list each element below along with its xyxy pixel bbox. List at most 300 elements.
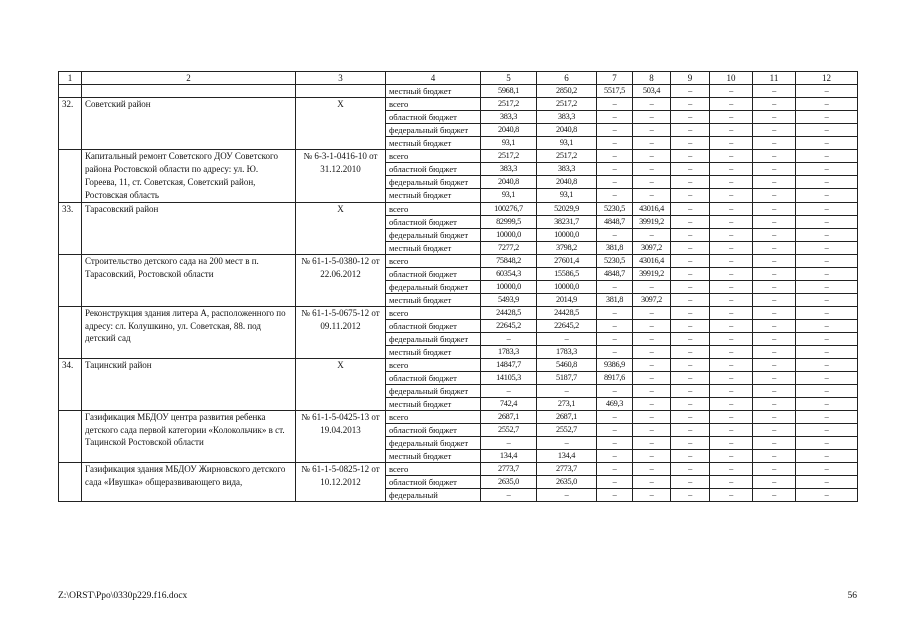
value-cell: – <box>671 358 710 371</box>
value-cell: 93,1 <box>481 189 537 202</box>
header-cell: 3 <box>296 72 386 85</box>
header-cell: 9 <box>671 72 710 85</box>
header-cell: 4 <box>386 72 481 85</box>
header-cell: 8 <box>633 72 671 85</box>
value-cell: 39919,2 <box>633 215 671 228</box>
value-cell: – <box>671 254 710 267</box>
value-cell: 5493,9 <box>481 293 537 306</box>
table-row <box>59 358 858 371</box>
value-cell: 3798,2 <box>537 241 597 254</box>
value-cell: – <box>671 384 710 397</box>
value-cell: – <box>597 462 633 475</box>
value-cell: 2552,7 <box>537 423 597 436</box>
value-cell: 2552,7 <box>481 423 537 436</box>
value-cell: – <box>671 410 710 423</box>
value-cell: 10000,0 <box>481 228 537 241</box>
value-cell: – <box>753 280 796 293</box>
value-cell: – <box>710 215 753 228</box>
value-cell: – <box>796 345 858 358</box>
value-cell: – <box>710 98 753 111</box>
value-cell: 15586,5 <box>537 267 597 280</box>
budget-type: всего <box>386 358 481 371</box>
value-cell: – <box>671 423 710 436</box>
header-cell: 12 <box>796 72 858 85</box>
value-cell: – <box>633 462 671 475</box>
budget-type: федеральный бюджет <box>386 228 481 241</box>
value-cell: – <box>633 371 671 384</box>
value-cell: 2040,8 <box>537 124 597 137</box>
value-cell: 273,1 <box>537 397 597 410</box>
value-cell: – <box>710 319 753 332</box>
budget-type: областной бюджет <box>386 267 481 280</box>
value-cell: – <box>671 371 710 384</box>
header-row <box>59 72 858 85</box>
value-cell: – <box>753 189 796 202</box>
file-path: Z:\ORST\Ppo\0330p229.f16.docx <box>58 591 188 601</box>
value-cell: – <box>710 345 753 358</box>
value-cell: – <box>633 384 671 397</box>
item-code: Х <box>296 202 386 254</box>
value-cell: – <box>633 332 671 345</box>
value-cell: – <box>597 137 633 150</box>
value-cell: – <box>633 98 671 111</box>
value-cell: 22645,2 <box>537 319 597 332</box>
value-cell: 2687,1 <box>481 410 537 423</box>
row-number: 34. <box>59 358 82 410</box>
budget-type: местный бюджет <box>386 293 481 306</box>
value-cell: – <box>597 306 633 319</box>
item-name: Тацинский район <box>82 358 296 410</box>
item-name: Капитальный ремонт Советского ДОУ Советского района Ростовской области по адресу: ул. Ю. Гореева, 11, ст. Советская, Советский район, Ростовская область <box>82 150 296 203</box>
value-cell: – <box>753 98 796 111</box>
value-cell: – <box>710 397 753 410</box>
value-cell: – <box>633 345 671 358</box>
budget-type: федеральный бюджет <box>386 280 481 293</box>
value-cell: – <box>597 410 633 423</box>
value-cell: – <box>671 137 710 150</box>
value-cell: – <box>710 358 753 371</box>
value-cell: – <box>671 319 710 332</box>
budget-type: областной бюджет <box>386 215 481 228</box>
value-cell: – <box>671 475 710 488</box>
value-cell: 10000,0 <box>537 280 597 293</box>
item-code <box>296 85 386 98</box>
value-cell: – <box>753 228 796 241</box>
value-cell: 2773,7 <box>481 462 537 475</box>
value-cell: – <box>710 306 753 319</box>
value-cell: – <box>633 410 671 423</box>
value-cell: – <box>710 371 753 384</box>
value-cell: – <box>597 475 633 488</box>
value-cell: – <box>481 332 537 345</box>
row-number <box>59 254 82 306</box>
value-cell: – <box>753 137 796 150</box>
value-cell: – <box>710 124 753 137</box>
value-cell: – <box>633 488 671 501</box>
value-cell: – <box>753 293 796 306</box>
table-row <box>59 410 858 423</box>
item-code: № 61-1-5-0825-12 от 10.12.2012 <box>296 462 386 501</box>
item-name: Газификация здания МБДОУ Жирновского детского сада «Ивушка» общеразвивающего вида, <box>82 462 296 501</box>
table-row <box>59 85 858 98</box>
value-cell: – <box>633 150 671 163</box>
table-row <box>59 254 858 267</box>
value-cell: – <box>796 176 858 189</box>
row-number <box>59 150 82 203</box>
value-cell: 2850,2 <box>537 85 597 98</box>
value-cell: – <box>796 163 858 176</box>
value-cell: – <box>796 358 858 371</box>
value-cell: 93,1 <box>537 137 597 150</box>
value-cell: – <box>796 319 858 332</box>
value-cell: 2635,0 <box>481 475 537 488</box>
value-cell: – <box>597 98 633 111</box>
value-cell: – <box>633 189 671 202</box>
value-cell: – <box>633 423 671 436</box>
value-cell: 383,3 <box>481 163 537 176</box>
budget-type: местный бюджет <box>386 189 481 202</box>
budget-type: федеральный <box>386 488 481 501</box>
value-cell: 2014,9 <box>537 293 597 306</box>
budget-type: местный бюджет <box>386 241 481 254</box>
budget-type: всего <box>386 98 481 111</box>
value-cell: – <box>710 384 753 397</box>
table-row <box>59 462 858 475</box>
value-cell: – <box>671 150 710 163</box>
value-cell: – <box>671 397 710 410</box>
value-cell: – <box>671 449 710 462</box>
item-name: Строительство детского сада на 200 мест в п. Тарасовский, Ростовской области <box>82 254 296 306</box>
value-cell: – <box>796 228 858 241</box>
value-cell: – <box>796 267 858 280</box>
value-cell: 38231,7 <box>537 215 597 228</box>
budget-type: областной бюджет <box>386 371 481 384</box>
value-cell: 383,3 <box>537 163 597 176</box>
value-cell: – <box>710 228 753 241</box>
value-cell: 383,3 <box>537 111 597 124</box>
value-cell: – <box>710 111 753 124</box>
value-cell: – <box>671 163 710 176</box>
budget-type: федеральный бюджет <box>386 332 481 345</box>
item-code: Х <box>296 98 386 150</box>
table-row <box>59 98 858 111</box>
value-cell: – <box>796 85 858 98</box>
value-cell: 2517,2 <box>537 150 597 163</box>
header-cell: 10 <box>710 72 753 85</box>
value-cell: – <box>597 488 633 501</box>
budget-type: местный бюджет <box>386 85 481 98</box>
value-cell: 5230,5 <box>597 254 633 267</box>
value-cell: – <box>633 111 671 124</box>
value-cell: 2517,2 <box>537 98 597 111</box>
value-cell: 60354,3 <box>481 267 537 280</box>
value-cell: 27601,4 <box>537 254 597 267</box>
value-cell: 39919,2 <box>633 267 671 280</box>
value-cell: – <box>710 267 753 280</box>
value-cell: – <box>753 475 796 488</box>
item-code: № 6-3-1-0416-10 от 31.12.2010 <box>296 150 386 203</box>
budget-type: федеральный бюджет <box>386 384 481 397</box>
value-cell: – <box>537 436 597 449</box>
value-cell: – <box>753 306 796 319</box>
value-cell: – <box>753 423 796 436</box>
value-cell: – <box>796 150 858 163</box>
value-cell: – <box>753 397 796 410</box>
header-cell: 11 <box>753 72 796 85</box>
budget-type: областной бюджет <box>386 111 481 124</box>
budget-type: местный бюджет <box>386 137 481 150</box>
value-cell: – <box>710 241 753 254</box>
budget-type: областной бюджет <box>386 163 481 176</box>
row-number <box>59 85 82 98</box>
value-cell: – <box>710 293 753 306</box>
value-cell: – <box>753 85 796 98</box>
header-cell: 2 <box>82 72 296 85</box>
item-code: Х <box>296 358 386 410</box>
value-cell: 3097,2 <box>633 293 671 306</box>
value-cell: – <box>597 345 633 358</box>
value-cell: – <box>671 176 710 189</box>
value-cell: – <box>633 176 671 189</box>
value-cell: – <box>753 254 796 267</box>
value-cell: 2040,8 <box>481 176 537 189</box>
header-cell: 6 <box>537 72 597 85</box>
budget-type: всего <box>386 410 481 423</box>
value-cell: – <box>481 436 537 449</box>
value-cell: – <box>597 111 633 124</box>
value-cell: – <box>671 332 710 345</box>
budget-type: областной бюджет <box>386 423 481 436</box>
value-cell: – <box>671 228 710 241</box>
value-cell: – <box>633 358 671 371</box>
value-cell: – <box>633 449 671 462</box>
value-cell: – <box>710 436 753 449</box>
value-cell: 2517,2 <box>481 98 537 111</box>
value-cell: – <box>796 202 858 215</box>
value-cell: 9386,9 <box>597 358 633 371</box>
value-cell: – <box>710 163 753 176</box>
value-cell: – <box>671 267 710 280</box>
value-cell: – <box>710 488 753 501</box>
value-cell: 381,8 <box>597 293 633 306</box>
value-cell: 7277,2 <box>481 241 537 254</box>
value-cell: – <box>796 280 858 293</box>
value-cell: – <box>796 410 858 423</box>
value-cell: – <box>597 332 633 345</box>
value-cell: – <box>481 384 537 397</box>
value-cell: 1783,3 <box>537 345 597 358</box>
value-cell: 3097,2 <box>633 241 671 254</box>
value-cell: – <box>710 280 753 293</box>
value-cell: 2040,8 <box>481 124 537 137</box>
value-cell: – <box>671 345 710 358</box>
value-cell: – <box>753 462 796 475</box>
value-cell: – <box>796 371 858 384</box>
value-cell: – <box>633 436 671 449</box>
value-cell: 43016,4 <box>633 202 671 215</box>
value-cell: – <box>597 124 633 137</box>
value-cell: – <box>753 488 796 501</box>
value-cell: – <box>796 397 858 410</box>
item-name <box>82 85 296 98</box>
value-cell: – <box>796 423 858 436</box>
value-cell: – <box>671 293 710 306</box>
value-cell: – <box>753 267 796 280</box>
value-cell: 5968,1 <box>481 85 537 98</box>
value-cell: – <box>710 85 753 98</box>
value-cell: – <box>597 319 633 332</box>
row-number <box>59 410 82 462</box>
value-cell: 4848,7 <box>597 267 633 280</box>
budget-type: федеральный бюджет <box>386 124 481 137</box>
value-cell: – <box>671 98 710 111</box>
value-cell: – <box>796 254 858 267</box>
value-cell: – <box>753 319 796 332</box>
item-name: Газификация МБДОУ центра развития ребенка детского сада первой категории «Колокольчик» в ст. Тацинской Ростовской области <box>82 410 296 462</box>
value-cell: – <box>671 241 710 254</box>
value-cell: – <box>710 332 753 345</box>
item-name: Тарасовский район <box>82 202 296 254</box>
value-cell: – <box>671 85 710 98</box>
value-cell: 4848,7 <box>597 215 633 228</box>
value-cell: – <box>710 202 753 215</box>
value-cell: – <box>710 176 753 189</box>
row-number: 33. <box>59 202 82 254</box>
value-cell: – <box>671 124 710 137</box>
value-cell: 383,3 <box>481 111 537 124</box>
value-cell: – <box>710 423 753 436</box>
value-cell: – <box>597 436 633 449</box>
value-cell: – <box>710 462 753 475</box>
value-cell: – <box>753 436 796 449</box>
value-cell: 100276,7 <box>481 202 537 215</box>
value-cell: – <box>710 189 753 202</box>
value-cell: – <box>633 280 671 293</box>
value-cell: 14105,3 <box>481 371 537 384</box>
value-cell: – <box>753 163 796 176</box>
value-cell: – <box>796 124 858 137</box>
value-cell: – <box>796 241 858 254</box>
budget-type: всего <box>386 462 481 475</box>
value-cell: 24428,5 <box>537 306 597 319</box>
value-cell: – <box>671 280 710 293</box>
header-cell: 5 <box>481 72 537 85</box>
value-cell: – <box>796 111 858 124</box>
value-cell: – <box>796 332 858 345</box>
budget-type: всего <box>386 306 481 319</box>
value-cell: 381,8 <box>597 241 633 254</box>
table-row <box>59 150 858 163</box>
header-cell: 7 <box>597 72 633 85</box>
budget-type: областной бюджет <box>386 475 481 488</box>
value-cell: – <box>633 306 671 319</box>
value-cell: – <box>796 384 858 397</box>
value-cell: – <box>753 358 796 371</box>
value-cell: 93,1 <box>537 189 597 202</box>
value-cell: 2517,2 <box>481 150 537 163</box>
value-cell: 2635,0 <box>537 475 597 488</box>
value-cell: – <box>671 306 710 319</box>
value-cell: – <box>537 384 597 397</box>
budget-type: всего <box>386 202 481 215</box>
value-cell: – <box>710 137 753 150</box>
value-cell: – <box>671 488 710 501</box>
value-cell: – <box>753 371 796 384</box>
value-cell: – <box>753 111 796 124</box>
value-cell: – <box>633 319 671 332</box>
value-cell: – <box>753 410 796 423</box>
value-cell: – <box>710 449 753 462</box>
budget-type: федеральный бюджет <box>386 436 481 449</box>
value-cell: 82999,5 <box>481 215 537 228</box>
value-cell: – <box>671 436 710 449</box>
value-cell: – <box>753 449 796 462</box>
value-cell: – <box>753 241 796 254</box>
value-cell: – <box>671 202 710 215</box>
value-cell: – <box>597 423 633 436</box>
budget-type: всего <box>386 150 481 163</box>
value-cell: – <box>597 150 633 163</box>
value-cell: 43016,4 <box>633 254 671 267</box>
value-cell: 742,4 <box>481 397 537 410</box>
value-cell: 5187,7 <box>537 371 597 384</box>
value-cell: – <box>537 332 597 345</box>
item-name: Реконструкция здания литера А, расположенного по адресу: сл. Колушкино, ул. Советская, 88. под детский сад <box>82 306 296 358</box>
value-cell: – <box>671 189 710 202</box>
value-cell: 10000,0 <box>481 280 537 293</box>
value-cell: – <box>710 475 753 488</box>
value-cell: – <box>753 124 796 137</box>
value-cell: – <box>597 228 633 241</box>
value-cell: 134,4 <box>537 449 597 462</box>
value-cell: – <box>796 488 858 501</box>
value-cell: 1783,3 <box>481 345 537 358</box>
value-cell: – <box>796 462 858 475</box>
value-cell: 52029,9 <box>537 202 597 215</box>
value-cell: – <box>633 475 671 488</box>
value-cell: – <box>753 215 796 228</box>
value-cell: – <box>796 215 858 228</box>
value-cell: – <box>537 488 597 501</box>
value-cell: 22645,2 <box>481 319 537 332</box>
value-cell: 8917,6 <box>597 371 633 384</box>
value-cell: – <box>753 332 796 345</box>
budget-type: местный бюджет <box>386 345 481 358</box>
value-cell: – <box>753 176 796 189</box>
item-code: № 61-1-5-0675-12 от 09.11.2012 <box>296 306 386 358</box>
value-cell: – <box>671 215 710 228</box>
value-cell: 5230,5 <box>597 202 633 215</box>
value-cell: – <box>597 280 633 293</box>
item-code: № 61-1-5-0425-13 от 19.04.2013 <box>296 410 386 462</box>
value-cell: – <box>633 228 671 241</box>
value-cell: – <box>597 449 633 462</box>
value-cell: – <box>796 98 858 111</box>
value-cell: – <box>633 397 671 410</box>
value-cell: – <box>753 150 796 163</box>
value-cell: 503,4 <box>633 85 671 98</box>
value-cell: – <box>633 137 671 150</box>
value-cell: 2687,1 <box>537 410 597 423</box>
value-cell: – <box>796 189 858 202</box>
value-cell: 2040,8 <box>537 176 597 189</box>
table-row <box>59 202 858 215</box>
value-cell: 5460,8 <box>537 358 597 371</box>
value-cell: – <box>753 202 796 215</box>
value-cell: – <box>796 436 858 449</box>
value-cell: – <box>671 462 710 475</box>
value-cell: 469,3 <box>597 397 633 410</box>
